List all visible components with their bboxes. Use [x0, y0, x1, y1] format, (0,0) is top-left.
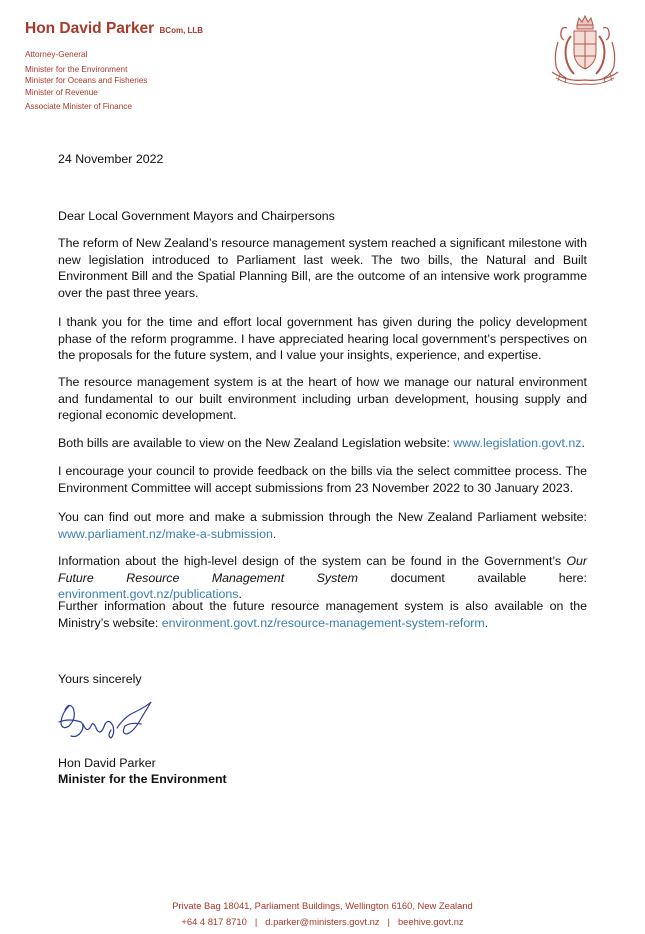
paragraph-submission	[58, 509, 587, 542]
role-item: Associate Minister of Finance	[25, 102, 132, 112]
publications-link[interactable]: environment.govt.nz/publications	[58, 587, 239, 602]
paragraph-thanks: I thank you for the time and effort local government has given during the policy development phase of the reform programme. I have appreciated hearing local government’s perspectives on the proposals for the future system, and I value your insights, experience, and expertise.	[58, 315, 587, 363]
paragraph-text: .	[272, 526, 277, 541]
letterhead-name	[25, 20, 203, 38]
footer-email[interactable]: d.parker@ministers.govt.nz	[265, 916, 380, 927]
paragraph-reform-milestone: The reform of New Zealand’s resource management system reached a significant milestone with new legislation introduced to Parliament last week. The two bills, the Natural and Built Environment Bill and the Spatial Planning Bill, are the outcome of an intensive work programme over the past three years.	[58, 236, 587, 300]
paragraph-text: Further information about the future resource management system is also available on the Ministry’s website:	[58, 599, 587, 630]
paragraph-text: document available here:	[357, 570, 587, 585]
paragraph-system-importance: The resource management system is at the heart of how we manage our natural environment and fundamental to our built environment including urban development, housing supply and regional economic development.	[58, 375, 587, 423]
paragraph-text: Both bills are available to view on the New Zealand Legislation website:	[58, 436, 454, 450]
coat-of-arms-icon	[546, 14, 624, 86]
footer-website[interactable]: beehive.govt.nz	[397, 916, 464, 927]
footer-separator: |	[254, 916, 258, 927]
minister-name: Hon David Parker	[25, 20, 155, 37]
letter-date: 24 November 2022	[58, 152, 164, 166]
role-item: Minister for Oceans and Fisheries	[25, 76, 148, 86]
qualifications: BCom, LLB	[159, 26, 204, 35]
role-item: Attorney-General	[25, 50, 88, 59]
signer-name: Hon David Parker	[58, 756, 156, 770]
reform-link[interactable]: environment.govt.nz/resource-management-system-reform	[161, 615, 485, 630]
paragraph-text: You can find out more and make a submission through the New Zealand Parliament website:	[58, 510, 587, 524]
footer-separator: |	[387, 916, 390, 927]
paragraph-feedback: I encourage your council to provide feedback on the bills via the select committee process. The Environment Committee will accept submissions from 23 November 2022 to 30 January 2023.	[58, 464, 587, 495]
footer-contacts	[0, 916, 645, 927]
paragraph-text: Information about the high-level design of the system can be found in the Government’s	[58, 554, 567, 568]
document-title: Our Future Resource Management System	[58, 554, 587, 585]
footer-address: Private Bag 18041, Parliament Buildings, Wellington 6160, New Zealand	[172, 900, 473, 911]
paragraph-text: .	[484, 615, 489, 630]
roles-list	[25, 44, 147, 113]
paragraph-design-info	[58, 553, 587, 603]
paragraph-text: .	[238, 587, 242, 602]
paragraph-further-info	[58, 598, 587, 631]
role-item: Minister for the Environment	[25, 64, 128, 74]
closing: Yours sincerely	[58, 672, 142, 686]
paragraph-text: .	[581, 436, 585, 450]
salutation: Dear Local Government Mayors and Chairpersons	[58, 209, 335, 223]
parliament-submission-link[interactable]: www.parliament.nz/make-a-submission	[58, 526, 273, 541]
paragraph-legislation-website	[58, 435, 587, 452]
letterhead	[0, 0, 645, 120]
role-item: Minister of Revenue	[25, 87, 98, 97]
signature	[55, 696, 160, 748]
legislation-link[interactable]: www.legislation.govt.nz	[453, 436, 582, 450]
signer-title: Minister for the Environment	[58, 772, 227, 786]
footer-phone: +64 4 817 8710	[181, 916, 247, 927]
